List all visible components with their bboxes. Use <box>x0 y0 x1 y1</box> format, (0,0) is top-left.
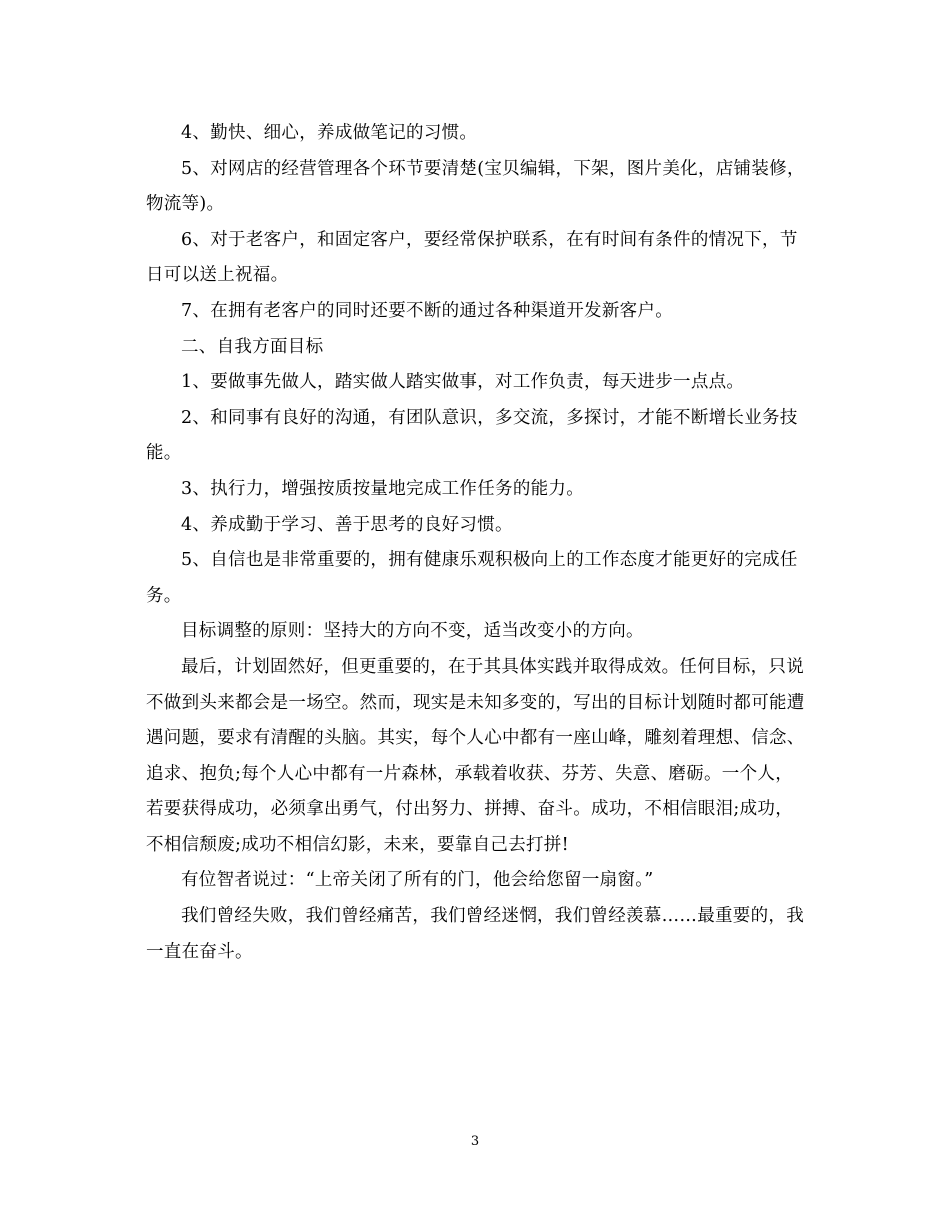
paragraph-9: 4、养成勤于学习、善于思考的良好习惯。 <box>181 514 513 535</box>
paragraph-13: 有位智者说过：“上帝关闭了所有的门，他会给您留一扇窗。” <box>181 870 654 891</box>
section-heading: 二、自我方面目标 <box>181 336 324 357</box>
paragraph-10: 5、自信也是非常重要的，拥有健康乐观积极向上的工作态度才能更好的完成任务。 <box>146 550 798 606</box>
paragraph-4: 7、在拥有老客户的同时还要不断的通过各种渠道开发新客户。 <box>181 300 674 321</box>
page-number: 3 <box>470 1134 480 1149</box>
paragraph-3: 6、对于老客户，和固定客户，要经常保护联系，在有时间有条件的情况下，节日可以送上祝福。 <box>146 229 798 286</box>
paragraph-7: 2、和同事有良好的沟通，有团队意识，多交流，多探讨，才能不断增长业务技能。 <box>146 407 798 464</box>
paragraph-11: 目标调整的原则：坚持大的方向不变，适当改变小的方向。 <box>181 621 644 642</box>
paragraph-6: 1、要做事先做人，踏实做人踏实做事，对工作负责，每天进步一点点。 <box>181 372 745 393</box>
paragraph-1: 4、勤快、细心，养成做笔记的习惯。 <box>181 123 478 143</box>
paragraph-12: 最后，计划固然好，但更重要的，在于其具体实践并取得成效。任何目标，只说不做到头来都会是一场空。然而，现实是未知多变的，写出的目标计划随时都可能遭遇问题，要求有清醒的头脑。其实，每个人心中都有一座山峰，雕刻着理想、信念、追求、抱负;每个人心中都有一片森林，承载着收获、芬芳、失意、磨砺。一个人，若要获得成功，必须拿出勇气，付出努力、拼搏、奋斗。成功，不相信眼泪;成功，不相信颓废;成功不相信幻影，未来，要靠自己去打拼! <box>146 656 805 855</box>
paragraph-14: 我们曾经失败，我们曾经痛苦，我们曾经迷惘，我们曾经羡慕……最重要的，我一直在奋斗。 <box>146 906 804 962</box>
document-body <box>146 116 806 970</box>
paragraph-8: 3、执行力，增强按质按量地完成工作任务的能力。 <box>181 478 585 499</box>
paragraph-2: 5、对网店的经营管理各个环节要清楚(宝贝编辑，下架，图片美化，店铺装修，物流等)。 <box>146 158 805 215</box>
